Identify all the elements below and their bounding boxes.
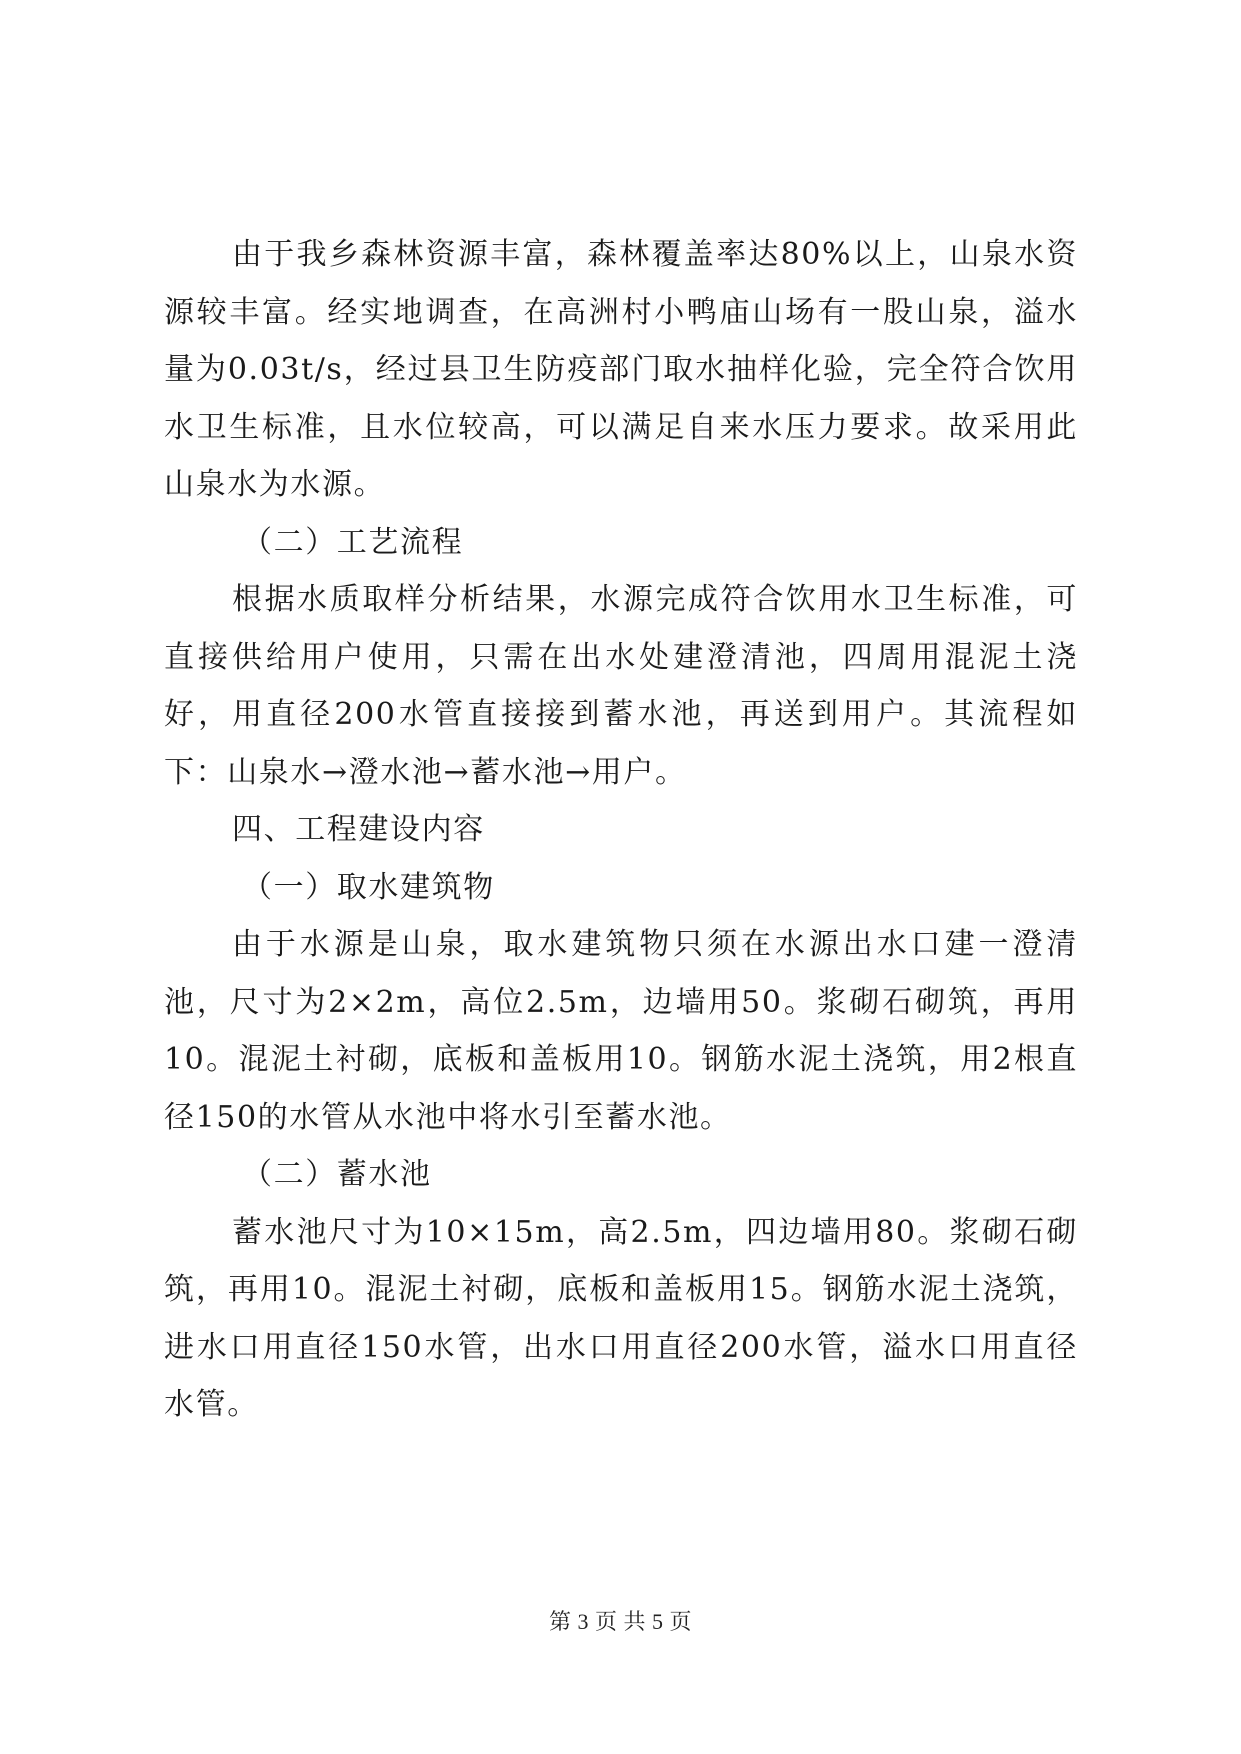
page-number-footer: 第 3 页 共 5 页 (548, 1609, 692, 1634)
subheading-process-flow: （二）工艺流程 (242, 524, 464, 560)
document-body (164, 226, 1078, 1434)
paragraph-intake-structure: 由于水源是山泉，取水建筑物只须在水源出水口建一澄清池，尺寸为2×2m，高位2.5m，边墙用50。浆砌石砌筑，再用10。混泥土衬砌，底板和盖板用10。钢筋水泥土浇筑，用2根直径150的水管从水池中将水引至蓄水池。 (164, 927, 1078, 1135)
subheading-intake-structure: （一）取水建筑物 (242, 869, 495, 905)
heading-construction-content: 四、工程建设内容 (232, 812, 485, 847)
paragraph-water-source: 由于我乡森林资源丰富，森林覆盖率达80%以上，山泉水资源较丰富。经实地调查，在高洲村小鸭庙山场有一股山泉，溢水量为0.03t/s，经过县卫生防疫部门取水抽样化验，完全符合饮用水卫生标准，且水位较高，可以满足自来水压力要求。故采用此山泉水为水源。 (164, 237, 1078, 502)
paragraph-process-flow: 根据水质取样分析结果，水源完成符合饮用水卫生标准，可直接供给用户使用，只需在出水处建澄清池，四周用混泥土浇好，用直径200水管直接接到蓄水池，再送到用户。其流程如下：山泉水→澄水池→蓄水池→用户。 (164, 582, 1078, 790)
paragraph-reservoir: 蓄水池尺寸为10×15m，高2.5m，四边墙用80。浆砌石砌筑，再用10。混泥土衬砌，底板和盖板用15。钢筋水泥土浇筑，进水口用直径150水管，出水口用直径200水管，溢水口用直径水管。 (164, 1214, 1078, 1422)
subheading-reservoir: （二）蓄水池 (242, 1157, 432, 1192)
